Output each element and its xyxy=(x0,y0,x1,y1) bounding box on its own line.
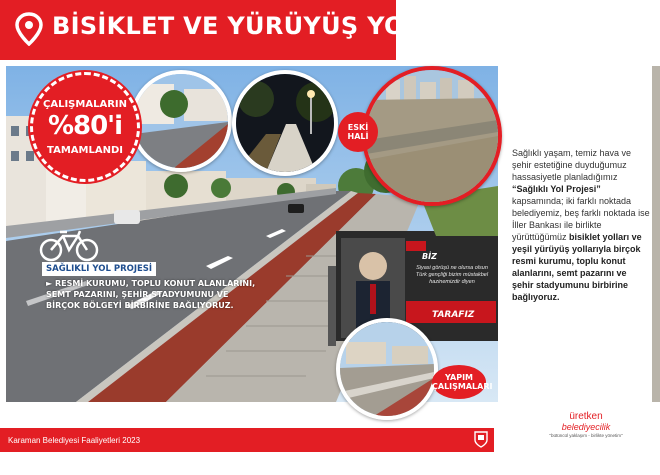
billboard-text: Siyasi görüşü ne olursa olsun Türk gençliği bizim müstakbel hazinemizdir diyen xyxy=(415,265,489,285)
brand-logo xyxy=(536,411,636,439)
page-title: BİSİKLET VE YÜRÜYÜŞ YOLU xyxy=(52,12,440,40)
progress-badge-line3: TAMAMLANDI xyxy=(47,145,123,156)
body-highlight: bisiklet yolları ve yeşil yürüyüş yollarıyla birçok resmi kurumu, toplu konut alanlarını, semt pazarını ve şehir stadyumunu birbirine bağlıyoruz. xyxy=(512,232,642,302)
billboard-brand: TARAFIZ xyxy=(432,310,475,320)
location-pin-icon xyxy=(14,12,44,46)
municipality-emblem-icon xyxy=(474,430,488,448)
body-intro: Sağlıklı yaşam, temiz hava ve şehir estetiğine duyduğumuz hassasiyetle planladığımız xyxy=(512,148,632,182)
footer-text: Karaman Belediyesi Faaliyetleri 2023 xyxy=(8,436,141,445)
bicycle-icon xyxy=(38,228,100,262)
inset-photo-day xyxy=(130,70,232,172)
side-photo-edge xyxy=(652,66,660,402)
brand-line1: üretken xyxy=(569,411,603,422)
body-paragraph xyxy=(512,147,650,303)
construction-tag: YAPIM ÇALIŞMALARI xyxy=(432,365,486,399)
progress-badge-line1: ÇALIŞMALARIN xyxy=(43,99,127,110)
old-state-tag: ESKİ HALİ xyxy=(338,112,378,152)
body-middle: kapsamında; iki farklı noktada belediyemiz, beş farklı noktada ise İller Bankası ile birlikte yürüttüğümüz xyxy=(512,196,650,242)
progress-badge xyxy=(30,72,140,182)
project-caption: ► RESMİ KURUMU, TOPLU KONUT ALANLARINI, SEMT PAZARINI, ŞEHİR STADYUMUNU VE BİRÇOK BÖLGEYİ BİRBİRİNE BAĞLIYORUZ. xyxy=(46,279,256,310)
billboard-biz: BİZ xyxy=(422,252,437,261)
project-label: SAĞLIKLI YOL PROJESİ xyxy=(42,262,156,276)
inset-photo-night xyxy=(232,70,338,176)
inset-photo-old xyxy=(362,66,502,206)
progress-badge-percent: %80'i xyxy=(47,111,123,141)
inset-photo-construction xyxy=(336,318,438,420)
body-project-name: “Sağlıklı Yol Projesi” xyxy=(512,184,601,194)
brand-line2: belediyecilik xyxy=(561,422,611,432)
brand-slogan: "bütüncül yaklaşım - birlikte yönetim" xyxy=(549,433,623,438)
